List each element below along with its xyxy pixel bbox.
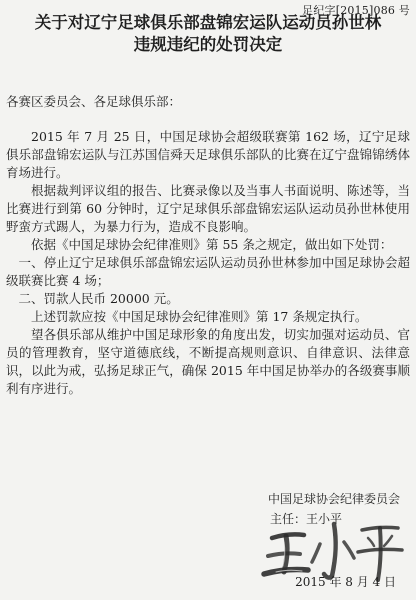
paragraph-fine-execution: 上述罚款应按《中国足球协会纪律准则》第 17 条规定执行。	[31, 309, 368, 324]
paragraph-match-info: 2015 年 7 月 25 日，中国足球协会超级联赛第 162 场，辽宁足球俱乐部盘锦宏运队与江苏国信舜天足球俱乐部队的比赛在辽宁盘锦锦绣体育场进行。	[6, 129, 410, 180]
penalty-item-fine: 二、罚款人民币 20000 元。	[18, 291, 179, 306]
title-line-1: 关于对辽宁足球俱乐部盘锦宏运队运动员孙世林	[34, 13, 382, 32]
addressee: 各赛区委员会、各足球俱乐部：	[6, 94, 182, 109]
paragraph-appeal: 望各俱乐部从维护中国足球形象的角度出发，切实加强对运动员、官员的管理教育，坚守道德底线，不断提高规则意识、自律意识、法律意识，以此为戒，弘扬足球正气，确保 2015 年中国足协举办的各级赛事顺利有序进行。	[6, 327, 410, 396]
paragraph-rule-basis: 依据《中国足球协会纪律准则》第 55 条之规定，做出如下处罚：	[31, 237, 393, 252]
paragraph-incident: 根据裁判评议组的报告、比赛录像以及当事人书面说明、陈述等，当比赛进行到第 60 分钟时，辽宁足球俱乐部盘锦宏运队运动员孙世林使用野蛮方式踢人，为暴力行为，造成不良影响。	[6, 183, 410, 234]
document-body	[6, 128, 410, 398]
issuing-organization: 中国足球协会纪律委员会	[267, 492, 400, 506]
director-name: 主任：王小平	[269, 512, 342, 526]
document-title	[0, 12, 416, 56]
issue-date: 2015 年 8 月 4 日	[295, 575, 396, 589]
document-number: 足纪字[2015]086 号	[302, 4, 410, 17]
title-line-2: 违规违纪的处罚决定	[133, 35, 283, 54]
penalty-item-suspension: 一、停止辽宁足球俱乐部盘锦宏运队运动员孙世林参加中国足球协会超级联赛比赛 4 场；	[6, 255, 410, 288]
